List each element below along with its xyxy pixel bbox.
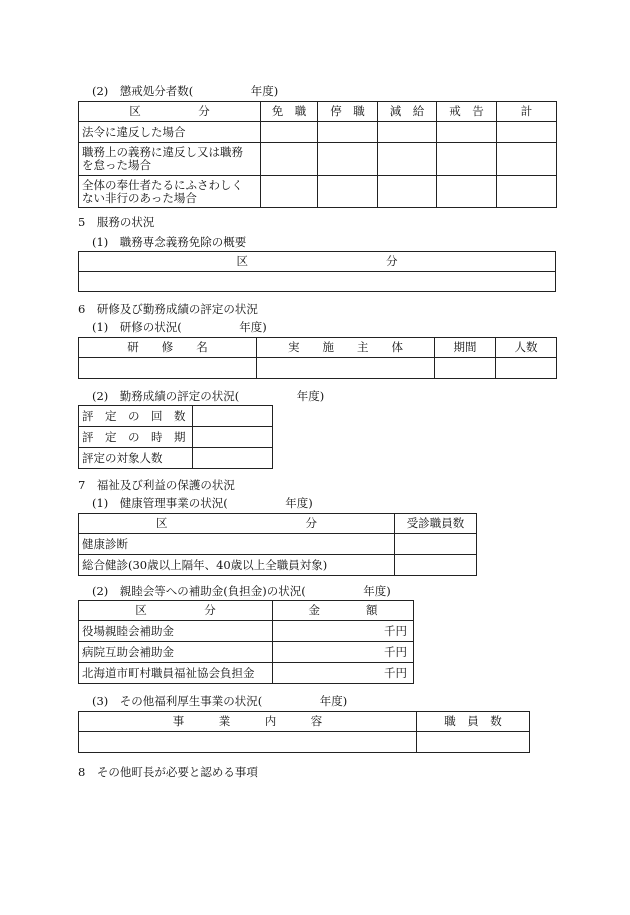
col-category: 区 分 bbox=[79, 601, 273, 621]
col-category: 区 分 bbox=[79, 252, 556, 272]
training-table bbox=[78, 337, 557, 379]
col-examinees: 受診職員数 bbox=[395, 514, 477, 534]
health-table bbox=[78, 513, 477, 576]
col-category: 区 分 bbox=[79, 102, 261, 122]
col-category: 区 分 bbox=[79, 514, 395, 534]
other-welfare-heading: (3) その他福利厚生事業の状況( 年度) bbox=[92, 694, 348, 708]
col-total: 計 bbox=[497, 102, 557, 122]
col-content: 事 業 内 容 bbox=[79, 712, 417, 732]
row-duty-violation: 職務上の義務に違反し又は職務 を怠った場合 bbox=[79, 143, 261, 176]
row-office-club: 役場親睦会補助金 bbox=[79, 621, 273, 642]
row-eval-count: 評 定 の 回 数 bbox=[79, 406, 193, 427]
row-misconduct: 全体の奉仕者たるにふさわしく ない非行のあった場合 bbox=[79, 176, 261, 208]
col-staff-count: 職 員 数 bbox=[417, 712, 530, 732]
col-reprimand: 戒 告 bbox=[437, 102, 497, 122]
section-5-heading: 5 服務の状況 bbox=[78, 215, 155, 229]
subsidy-table bbox=[78, 600, 414, 684]
row-eval-timing: 評 定 の 時 期 bbox=[79, 427, 193, 448]
duty-exemption-heading: (1) 職務専念義務免除の概要 bbox=[92, 235, 247, 249]
amount-unit: 千円 bbox=[273, 663, 414, 684]
subsidy-heading: (2) 親睦会等への補助金(負担金)の状況( 年度) bbox=[92, 584, 391, 598]
disciplinary-heading: (2) 懲戒処分者数( 年度) bbox=[92, 84, 279, 98]
amount-unit: 千円 bbox=[273, 642, 414, 663]
section-6-heading: 6 研修及び勤務成績の評定の状況 bbox=[78, 302, 258, 316]
row-comprehensive-check: 総合健診(30歳以上隔年、40歳以上全職員対象) bbox=[79, 555, 395, 576]
amount-unit: 千円 bbox=[273, 621, 414, 642]
col-period: 期間 bbox=[435, 338, 496, 358]
col-amount: 金 額 bbox=[273, 601, 414, 621]
row-law-violation: 法令に違反した場合 bbox=[79, 122, 261, 143]
col-training-name: 研 修 名 bbox=[79, 338, 257, 358]
evaluation-heading: (2) 勤務成績の評定の状況( 年度) bbox=[92, 389, 325, 403]
section-8-heading: 8 その他町長が必要と認める事項 bbox=[78, 765, 258, 779]
col-dismissal: 免 職 bbox=[261, 102, 318, 122]
col-suspension: 停 職 bbox=[318, 102, 378, 122]
row-health-check: 健康診断 bbox=[79, 534, 395, 555]
section-7-heading: 7 福祉及び利益の保護の状況 bbox=[78, 478, 235, 492]
other-welfare-table bbox=[78, 711, 530, 753]
row-eval-target: 評定の対象人数 bbox=[79, 448, 193, 469]
row-hospital-mutual: 病院互助会補助金 bbox=[79, 642, 273, 663]
col-count: 人数 bbox=[496, 338, 557, 358]
col-organizer: 実 施 主 体 bbox=[257, 338, 435, 358]
duty-exemption-table bbox=[78, 251, 556, 292]
health-heading: (1) 健康管理事業の状況( 年度) bbox=[92, 496, 313, 510]
col-pay-cut: 減 給 bbox=[378, 102, 437, 122]
training-heading: (1) 研修の状況( 年度) bbox=[92, 320, 267, 334]
evaluation-table bbox=[78, 405, 273, 469]
disciplinary-table bbox=[78, 101, 557, 208]
row-welfare-association: 北海道市町村職員福祉協会負担金 bbox=[79, 663, 273, 684]
